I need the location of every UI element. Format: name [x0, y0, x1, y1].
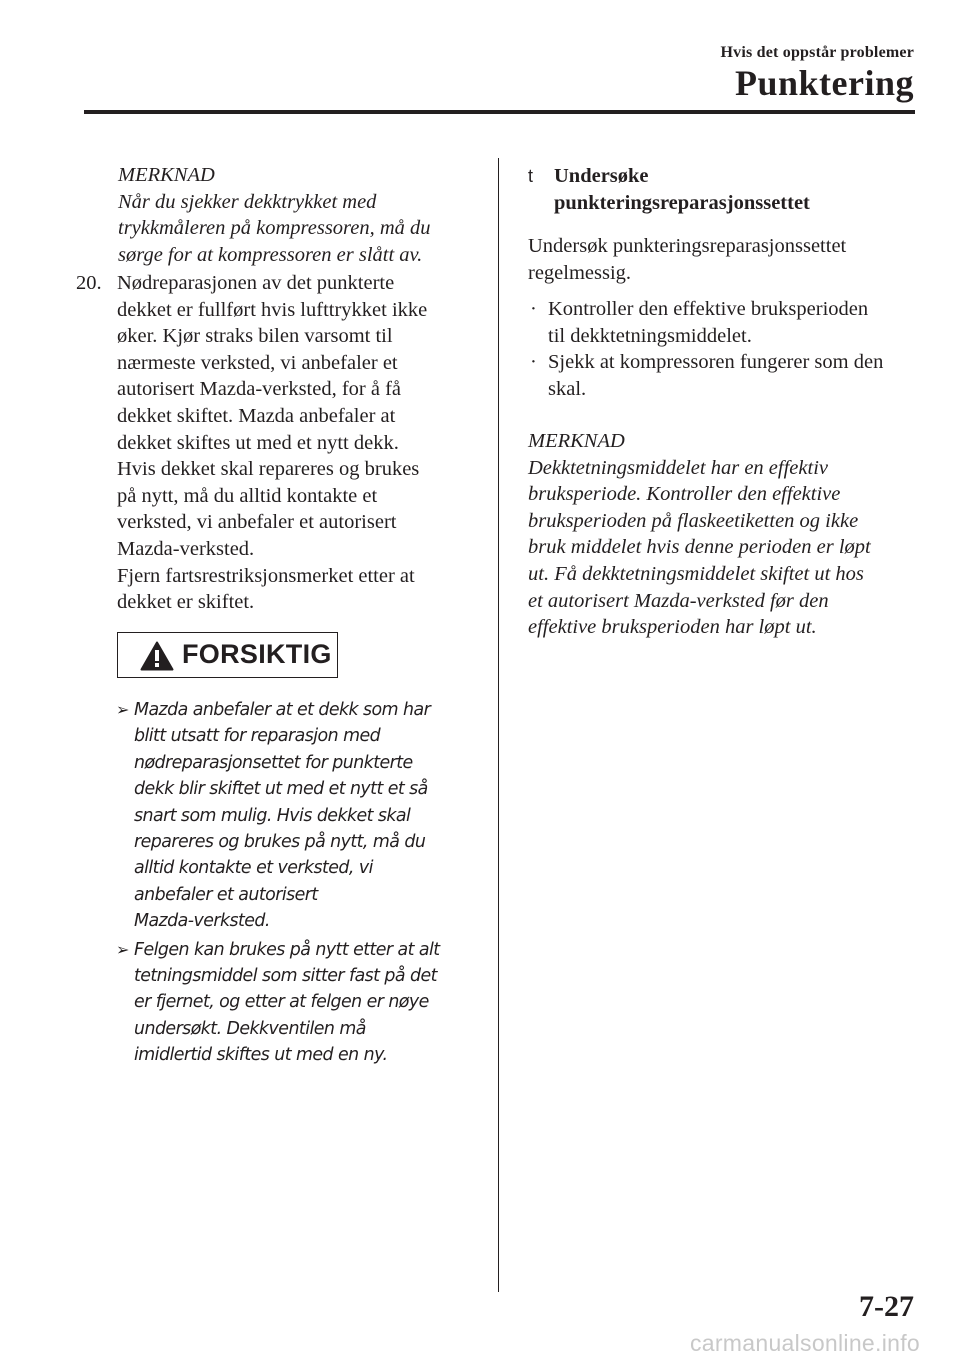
step-line: dekket er skiftet.	[117, 591, 255, 614]
note-line: bruksperiode. Kontroller den effektive	[528, 483, 841, 506]
step-line: dekket skiftet. Mazda anbefaler at	[117, 404, 396, 427]
caution-line: blitt utsatt for reparasjon med	[134, 726, 381, 747]
step-line: Hvis dekket skal repareres og brukes	[117, 458, 420, 481]
note-line: effektive bruksperioden har løpt ut.	[528, 616, 817, 639]
note-block-right	[528, 428, 913, 641]
chapter-title: Hvis det oppstår problemer	[720, 44, 914, 61]
list-line: Kontroller den effektive bruksperioden	[548, 298, 869, 320]
caution-list	[116, 697, 478, 1069]
intro-line: regelmessig.	[528, 261, 632, 284]
watermark: carmanualsonline.info	[689, 1330, 920, 1356]
note-title: MERKNAD	[528, 430, 625, 452]
caution-line: nødreparasjonsettet for punkterte	[134, 752, 413, 773]
caution-line: Mazda-verksted.	[134, 911, 270, 932]
check-list	[530, 296, 920, 402]
caution-line: tetningsmiddel som sitter fast på det	[134, 966, 437, 987]
dot-bullet-icon: ·	[530, 298, 537, 320]
caution-line: imidlertid skiftes ut med en ny.	[134, 1045, 388, 1066]
note-line: bruksperioden på flaskeetiketten og ikke	[528, 509, 859, 532]
step-line: dekket er fullført hvis lufttrykket ikke	[117, 298, 428, 321]
caution-line: repareres og brukes på nytt, må du	[134, 832, 426, 853]
caution-banner	[117, 632, 338, 678]
step-line: verksted, vi anbefaler et autorisert	[117, 511, 397, 534]
note-line: bruk middelet hvis denne perioden er løpt	[528, 536, 871, 559]
dot-bullet-icon: ·	[530, 351, 537, 374]
heading-line: punkteringsreparasjonssettet	[554, 191, 810, 214]
caution-line: anbefaler et autorisert	[134, 884, 318, 905]
list-item	[530, 296, 920, 349]
subsection-heading	[554, 163, 914, 216]
caution-item	[116, 937, 478, 1069]
section-title: Punktering	[734, 63, 914, 103]
step-line: nærmeste verksted, vi anbefaler et	[117, 351, 398, 374]
intro-paragraph	[528, 233, 908, 286]
caution-line: er fjernet, og etter at felgen er nøye	[134, 992, 429, 1013]
note-line: Dekktetningsmiddelet har en effektiv	[528, 456, 828, 479]
step-line: autorisert Mazda-verksted, for å få	[117, 378, 402, 401]
caution-line: alltid kontakte et verksted, vi	[134, 858, 373, 879]
caution-label: FORSIKTIG	[182, 639, 332, 669]
list-line: til dekktetningsmiddelet.	[548, 324, 752, 347]
caution-item	[116, 697, 478, 935]
section-marker: t	[528, 166, 534, 186]
note-line: trykkmåleren på kompressoren, må du	[118, 217, 431, 240]
step-line: Nødreparasjonen av det punkterte	[117, 272, 395, 294]
note-line: sørge for at kompressoren er slått av.	[118, 243, 423, 266]
note-title: MERKNAD	[118, 164, 215, 186]
note-line: et autorisert Mazda-verksted før den	[528, 589, 829, 612]
warning-icon	[140, 641, 174, 671]
column-divider	[498, 158, 499, 1292]
intro-line: Undersøk punkteringsreparasjonssettet	[528, 235, 847, 257]
caution-line: snart som mulig. Hvis dekket skal	[134, 805, 411, 826]
step-line: på nytt, må du alltid kontakte et	[117, 484, 378, 507]
step-text	[117, 270, 472, 616]
list-line: Sjekk at kompressoren fungerer som den	[548, 351, 884, 374]
heading-line: Undersøke	[554, 165, 649, 187]
list-line: skal.	[548, 377, 587, 400]
caution-line: undersøkt. Dekkventilen må	[134, 1018, 366, 1039]
list-item	[530, 349, 920, 402]
caution-line: Mazda anbefaler at et dekk som har	[134, 700, 431, 720]
header-divider	[84, 110, 915, 114]
step-line: dekket skiftes ut med et nytt dekk.	[117, 431, 399, 454]
note-block	[118, 162, 468, 268]
arrow-bullet-icon: ➢	[116, 700, 129, 719]
step-number: 20.	[76, 272, 102, 294]
page-number: 7-27	[859, 1290, 914, 1323]
caution-line: dekk blir skiftet ut med et nytt et så	[134, 779, 428, 800]
note-line: ut. Få dekktetningsmiddelet skiftet ut hos	[528, 562, 864, 585]
arrow-bullet-icon: ➢	[116, 939, 129, 959]
step-line: Fjern fartsrestriksjonsmerket etter at	[117, 564, 415, 587]
step-line: Mazda-verksted.	[117, 537, 255, 560]
step-line: øker. Kjør straks bilen varsomt til	[117, 325, 393, 348]
caution-line: Felgen kan brukes på nytt etter at alt	[134, 939, 440, 960]
note-line: Når du sjekker dekktrykket med	[118, 190, 377, 213]
